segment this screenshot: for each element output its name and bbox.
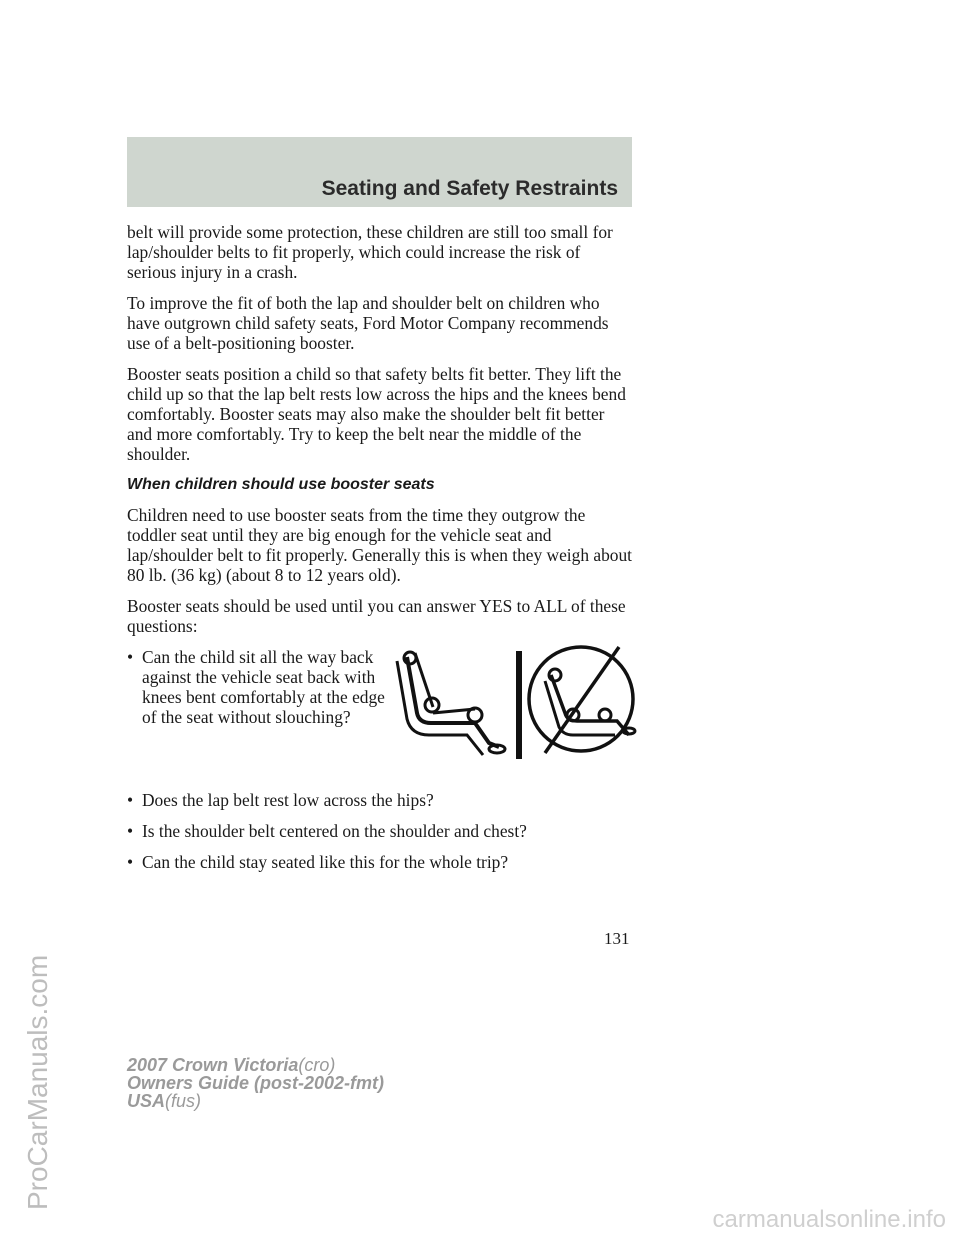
footer-model: 2007 Crown Victoria [127,1055,299,1075]
section-header-band [127,137,632,207]
page-number: 131 [604,929,630,948]
list-item [127,647,389,727]
footer-guide: Owners Guide (post-2002-fmt) [127,1073,385,1093]
bullet-text: Does the lap belt rest low across the hips? [142,790,434,810]
bullet-marker: • [127,852,134,872]
booster-seat-illustration [393,643,637,759]
bullet-text: Can the child sit all the way back against the vehicle seat back with knees bent comfortably at the edge of the seat without slouching? [142,647,385,727]
section-title: Seating and Safety Restraints [321,177,618,200]
bullet-marker: • [127,821,134,841]
bullet-with-figure [127,647,632,779]
paragraph: belt will provide some protection, these children are still too small for lap/shoulder belts to fit properly, which could increase the risk of serious injury in a crash. [127,222,613,282]
footer-model-code: (cro) [298,1055,336,1075]
list-item [127,821,632,841]
bullet-marker: • [127,647,134,667]
list-item [127,790,632,810]
bottom-watermark: carmanualsonline.info [712,1206,946,1233]
list-item [127,852,632,872]
divider-bar [516,651,522,759]
paragraph: Booster seats position a child so that safety belts fit better. They lift the child up so that the lap belt rests low across the hips and the knees bend comfortably. Booster seats may also make the shoulder belt fit better and more comfortably. Try to keep the belt near the middle of the shoulder. [127,364,626,464]
bullet-text: Can the child stay seated like this for the whole trip? [142,852,509,872]
incorrect-seating-figure [529,647,635,753]
footer-market-code: (fus) [165,1091,202,1111]
paragraph: Booster seats should be used until you can answer YES to ALL of these questions: [127,596,626,636]
bullet-marker: • [127,790,134,810]
footer-market: USA [127,1091,166,1111]
paragraph: Children need to use booster seats from the time they outgrow the toddler seat until they are big enough for the vehicle seat and lap/shoulder belt to fit properly. Generally this is when they weigh about 80 lb. (36 kg) (about 8 to 12 years old). [127,505,633,585]
correct-seating-figure [397,652,505,755]
side-watermark: ProCarManuals.com [22,954,53,1210]
bullet-text: Is the shoulder belt centered on the shoulder and chest? [142,821,527,841]
paragraph: To improve the fit of both the lap and shoulder belt on children who have outgrown child safety seats, Ford Motor Company recommends use of a belt-positioning booster. [127,293,609,353]
page-body [127,222,632,883]
subheading: When children should use booster seats [127,476,435,493]
document-footer [127,1056,384,1110]
